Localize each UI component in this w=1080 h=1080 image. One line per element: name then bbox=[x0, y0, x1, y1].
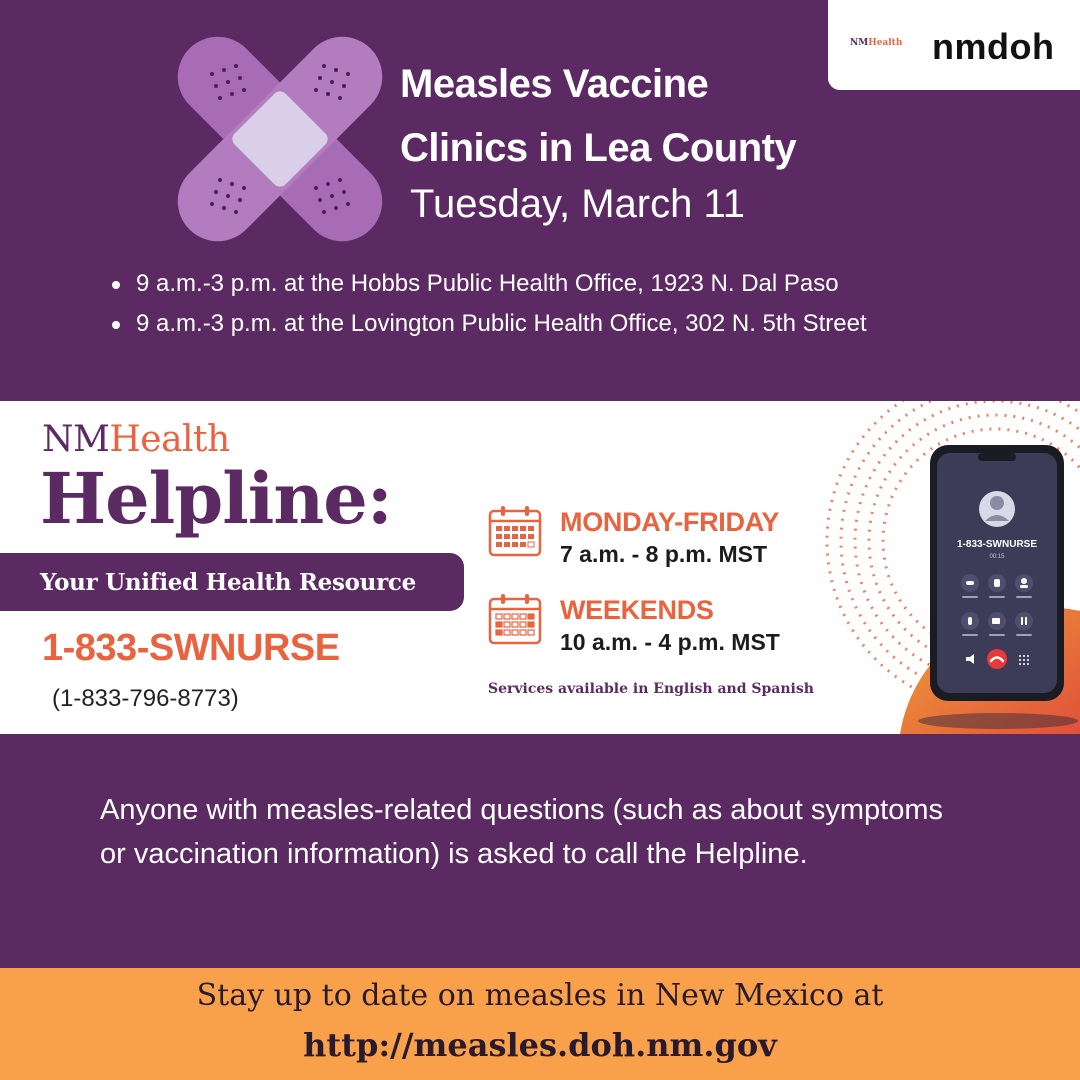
calendar-icon bbox=[488, 593, 542, 645]
schedule-weekday-hours: 7 a.m. - 8 p.m. MST bbox=[560, 541, 768, 567]
page-title bbox=[400, 52, 796, 180]
bandage-icon bbox=[172, 36, 388, 242]
schedule-weekend-hours: 10 a.m. - 4 p.m. MST bbox=[560, 629, 780, 655]
clinic-date: Tuesday, March 11 bbox=[410, 182, 745, 226]
title-line-2: Clinics in Lea County bbox=[400, 126, 797, 170]
tagline-text: Your Unified Health Resource bbox=[40, 569, 416, 596]
wordmark-nm: NM bbox=[42, 419, 110, 460]
smartphone-illustration bbox=[790, 401, 1080, 734]
helpline-title: Helpline: bbox=[40, 457, 392, 540]
tagline-bar bbox=[0, 553, 464, 611]
logo-nm: NM bbox=[850, 38, 869, 48]
logo-health: Health bbox=[868, 38, 903, 48]
clinic-list bbox=[110, 264, 867, 344]
nmhealth-wordmark bbox=[42, 419, 230, 460]
phone-screen-caller: 1-833-SWNURSE bbox=[956, 539, 1038, 550]
calendar-icon bbox=[488, 505, 542, 557]
wordmark-health: Health bbox=[109, 419, 230, 460]
account-name: nmdoh bbox=[932, 26, 1055, 67]
helpline-phone-word[interactable]: 1-833-SWNURSE bbox=[42, 627, 340, 669]
account-badge[interactable] bbox=[828, 0, 1080, 90]
footer-text: Stay up to date on measles in New Mexico at bbox=[196, 978, 884, 1013]
phone-screen-timer: 00:15 bbox=[989, 554, 1005, 560]
clinic-item-lovington: 9 a.m.-3 p.m. at the Lovington Public Health Office, 302 N. 5th Street bbox=[110, 304, 867, 344]
helpline-note: Anyone with measles-related questions (such as about symptoms or vaccination information) is asked to call the Helpline. bbox=[100, 794, 944, 870]
footer-link[interactable]: http://measles.doh.nm.gov bbox=[303, 1026, 777, 1064]
clinic-item-hobbs: 9 a.m.-3 p.m. at the Hobbs Public Health Office, 1923 N. Dal Paso bbox=[110, 264, 867, 304]
helpline-banner bbox=[0, 401, 1080, 734]
footer-bar bbox=[0, 968, 1080, 1080]
helpline-phone-number[interactable]: (1-833-796-8773) bbox=[52, 685, 239, 712]
services-note: Services available in English and Spanish bbox=[488, 681, 814, 697]
schedule-weekends: WEEKENDS bbox=[560, 595, 714, 625]
schedule-weekdays: MONDAY-FRIDAY bbox=[560, 507, 780, 537]
nmhealth-logo bbox=[850, 38, 903, 52]
title-line-1: Measles Vaccine bbox=[400, 62, 709, 106]
